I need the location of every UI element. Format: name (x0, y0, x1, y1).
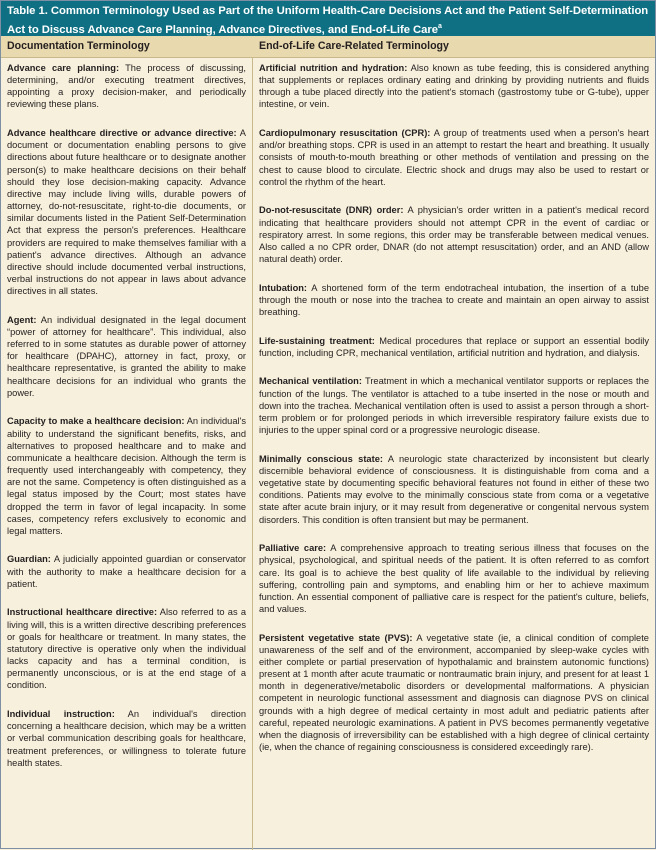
term-entry (7, 62, 246, 111)
term-name: Agent: (7, 314, 37, 325)
term-name: Intubation: (259, 282, 308, 293)
term-definition: A vegetative state (ie, a clinical condition of complete unawareness of the self and of the environment, accompanied by sleep-wake cycles with either complete or partial preservation of hypothalamic and brainstem autonomic functions) present at 1 month after acute traumatic or nontraumatic brain injury, and present for at least 1 month in degenerative/metabolic disorders or developmental malformations. A physician competent in neurologic functional assessment and diagnosis can diagnose PVS on clinical grounds with a high degree of medical certainty in most adult and pediatric patients after careful, repeated neurologic examinations. A patient in PVS becomes permanently vegetative when the diagnosis of irreversibility can be established with a high degree of clinical certainty (ie, when the chance of regaining consciousness is considered exceedingly rare). (259, 632, 649, 753)
term-name: Advance healthcare directive or advance directive: (7, 128, 237, 139)
column-header-end-of-life: End-of-Life Care-Related Terminology (259, 40, 449, 52)
table-title-text: Table 1. Common Terminology Used as Part of the Uniform Health-Care Decisions Act and the Patient Self-Determination Act to Discuss Advance Care Planning, Advance Directives, and End-of-Life Care (7, 5, 649, 36)
term-definition: Also referred to as a living will, this is a written directive describing preferences or goals for healthcare or treatment. In many states, the statutory directive is operative only when the individual lacks capacity and has a terminal condition, is permanently unconscious, or is at the end stage of a condition. (7, 607, 246, 691)
term-definition: A comprehensive approach to treating serious illness that focuses on the physical, psychological, and spiritual needs of the patient. It is often referred to as comfort care. Its goal is to achieve the best quality of life available to the individual by relieving suffering, controlling pain and symptoms, and enabling him or her to achieve maximum function. An essential component of palliative care is respect for the patient's culture, beliefs, and values. (259, 543, 649, 614)
term-entry (259, 632, 649, 754)
term-entry (7, 606, 246, 691)
term-entry (259, 453, 649, 526)
term-definition: Medical procedures that replace or support an essential bodily function, including CPR, mechanical ventilation, artificial nutrition and hydration, and dialysis. (259, 335, 649, 358)
end-of-life-column (253, 58, 655, 850)
term-definition: The process of discussing, determining, and/or executing treatment directives, appointing a proxy decision-maker, and periodically reviewing these plans. (7, 63, 246, 110)
term-name: Instructional healthcare directive: (7, 607, 158, 618)
term-name: Palliative care: (259, 543, 327, 554)
term-entry (259, 375, 649, 436)
term-definition: An individual's ability to understand the significant benefits, risks, and alternatives to proposed healthcare and to make and communicate a healthcare decision. Although the term is frequently used interchangeably with competency, they are not the same. Competency is often distinguished as a legal status imposed by the Court; most states have dropped the term in favor of legal incapacity. In some cases, competency refers exclusively to economic and legal matters. (7, 416, 246, 536)
documentation-column (1, 58, 253, 850)
term-name: Persistent vegetative state (PVS): (259, 632, 413, 643)
term-name: Advance care planning: (7, 63, 120, 73)
term-definition: A neurologic state characterized by inconsistent but clearly discernible behavioral evidence of consciousness. It is distinguishable from coma and a vegetative state by documenting specific behavioral features not found in either of these two conditions. Patients may evolve to the minimally conscious state from coma or a vegetative state after acute brain injury, or it may result from degenerative or congenital nervous system disorders. This condition is often transient but may be permanent. (259, 453, 649, 525)
term-entry (259, 127, 649, 188)
term-entry (259, 204, 649, 265)
term-definition: An individual's direction concerning a healthcare decision, which may be a written or verbal communication describing goals for healthcare, treatment preferences, or willingness to tolerate future health states. (7, 709, 246, 768)
table-body (1, 58, 655, 850)
term-entry (7, 314, 246, 399)
term-name: Capacity to make a healthcare decision: (7, 416, 185, 427)
term-name: Artificial nutrition and hydration: (259, 63, 408, 73)
term-definition: A judicially appointed guardian or conservator with the authority to make a healthcare decision for a patient. (7, 554, 246, 589)
term-definition: A shortened form of the term endotracheal intubation, the insertion of a tube through the mouth or nose into the trachea to create and maintain an open airway to assist breathing. (259, 282, 649, 317)
term-name: Do-not-resuscitate (DNR) order: (259, 205, 404, 216)
term-name: Mechanical ventilation: (259, 376, 362, 387)
term-entry (7, 708, 246, 769)
term-entry (7, 415, 246, 537)
table-title (1, 1, 655, 36)
term-entry (7, 127, 246, 297)
column-header-documentation: Documentation Terminology (7, 40, 150, 52)
term-name: Guardian: (7, 554, 51, 565)
term-entry (259, 542, 649, 615)
term-definition: An individual designated in the legal document “power of attorney for healthcare”. This individual, also referred to in some statutes as durable power of attorney for healthcare (DPAHC), attorney in fact, proxy, or healthcare representative, is granted the ability to make healthcare decisions for an individual who grants the power. (7, 314, 246, 398)
term-name: Life-sustaining treatment: (259, 335, 375, 346)
column-header-row (1, 36, 655, 58)
table-title-footnote-marker: a (437, 23, 442, 30)
term-definition: Treatment in which a mechanical ventilator supports or replaces the function of the lungs. The ventilator is attached to a tube inserted in the nose or mouth and down into the trachea. Mechanical ventilation often is used to assist a person through a short-term problem or for prolonged periods in which irreversible respiratory failure exists due to injuries to the upper spinal cord or a progressive neurologic disease. (259, 376, 649, 436)
term-name: Individual instruction: (7, 709, 115, 720)
term-name: Cardiopulmonary resuscitation (CPR): (259, 128, 431, 139)
term-entry (259, 335, 649, 359)
term-definition: A document or documentation enabling persons to give directions about future healthcare or to designate another person(s) to make healthcare decisions on their behalf should they lose decision-making capacity. Advance directive may include living wills, durable powers of attorney, do-not-resuscitate, right-to-die documents, or similar documents listed in the Patient Self-Determination Act that express the person's preferences. Healthcare providers are required to make themselves familiar with a patient's advance directives. Although an advance directive should include documented verbal instructions, verbal instructions do not appear in laws about advance directives in all states. (7, 128, 246, 297)
term-entry (259, 282, 649, 318)
term-definition: Also known as tube feeding, this is considered anything that supplements or replaces ordinary eating and drinking by providing nutrients and fluids through a tube placed directly into the patient's stomach (gastrostomy tube or G-tube), upper intestine, or vein. (259, 63, 649, 110)
term-entry (259, 62, 649, 111)
term-definition: A physician's order written in a patient's medical record indicating that healthcare providers should not attempt CPR in the event of cardiac or respiratory arrest. In some regions, this order may be transferable between medical venues. Also called a no CPR order, DNAR (do not attempt resuscitation) order, and an AND (allow natural death) order. (259, 205, 649, 265)
term-definition: A group of treatments used when a person's heart and/or breathing stops. CPR is used in an attempt to restart the heart and breathing. It usually consists of mouth-to-mouth breathing or other methods of ventilation and pressing on the chest to cause blood to circulate. Electric shock and drugs may also be used to restart or control the rhythm of the heart. (259, 128, 649, 187)
term-entry (7, 553, 246, 589)
term-name: Minimally conscious state: (259, 453, 383, 464)
